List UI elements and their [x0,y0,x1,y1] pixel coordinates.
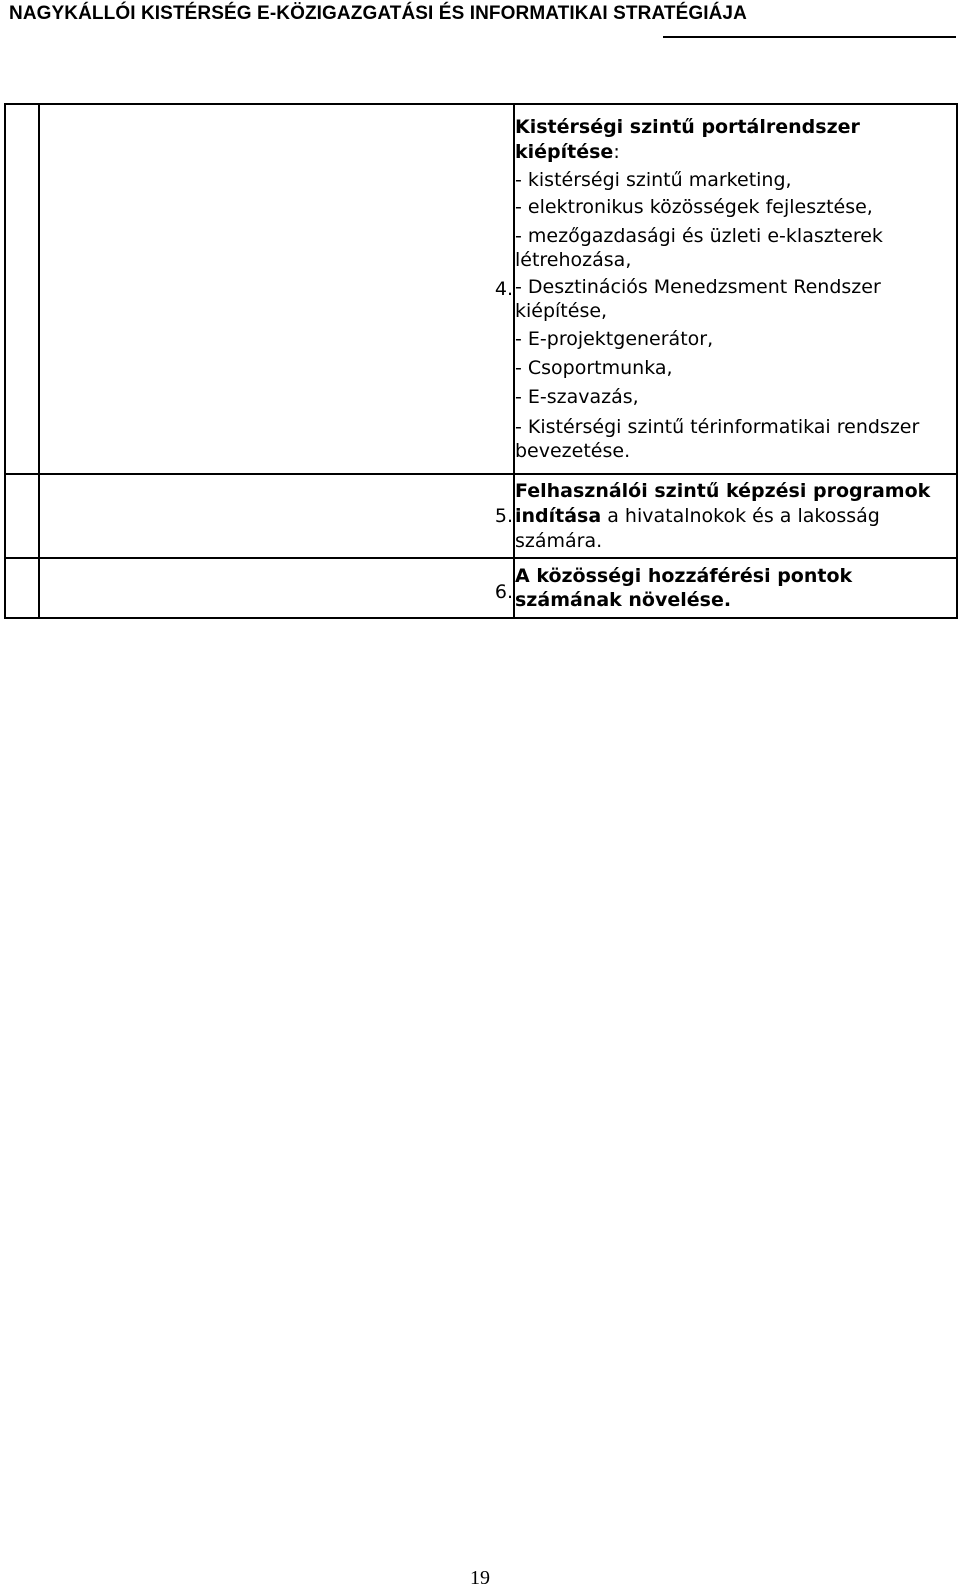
document-header-title: NAGYKÁLLÓI KISTÉRSÉG E-KÖZIGAZGATÁSI ÉS INFORMATIKAI STRATÉGIÁJA [9,3,747,24]
row-content [514,558,957,618]
row-text: a hivatalnokok és a lakosság számára. [515,504,880,552]
row-text-bold: Felhasználói szintű képzési programok indítása [515,479,931,527]
table-row [5,474,957,558]
empty-cell [5,558,39,618]
row-content [514,474,957,558]
list-item: - Kistérségi szintű térinformatikai rendszer bevezetése. [515,416,920,462]
page-number: 19 [470,1567,490,1589]
list-item: - Csoportmunka, [515,357,673,379]
table-row [5,104,957,474]
list-item: - elektronikus közösségek fejlesztése, [515,196,873,218]
header-rule [663,36,956,38]
row-number: 4. [39,104,514,474]
row-title-suffix: : [613,141,620,163]
table-row [5,558,957,618]
list-item: - E-projektgenerátor, [515,328,714,350]
row-content [514,104,957,474]
row-number: 5. [39,474,514,558]
list-item: - Desztinációs Menedzsment Rendszer kiépítése, [515,276,881,322]
row-number: 6. [39,558,514,618]
list-item: - kistérségi szintű marketing, [515,169,792,191]
list-item: - E-szavazás, [515,386,639,408]
empty-cell [5,474,39,558]
strategy-table [4,103,958,619]
row-title: Kistérségi szintű portálrendszer kiépítése [515,116,860,163]
list-item: - mezőgazdasági és üzleti e-klaszterek létrehozása, [515,225,883,271]
empty-cell [5,104,39,474]
row-text-bold: A közösségi hozzáférési pontok számának növelése. [515,565,853,611]
